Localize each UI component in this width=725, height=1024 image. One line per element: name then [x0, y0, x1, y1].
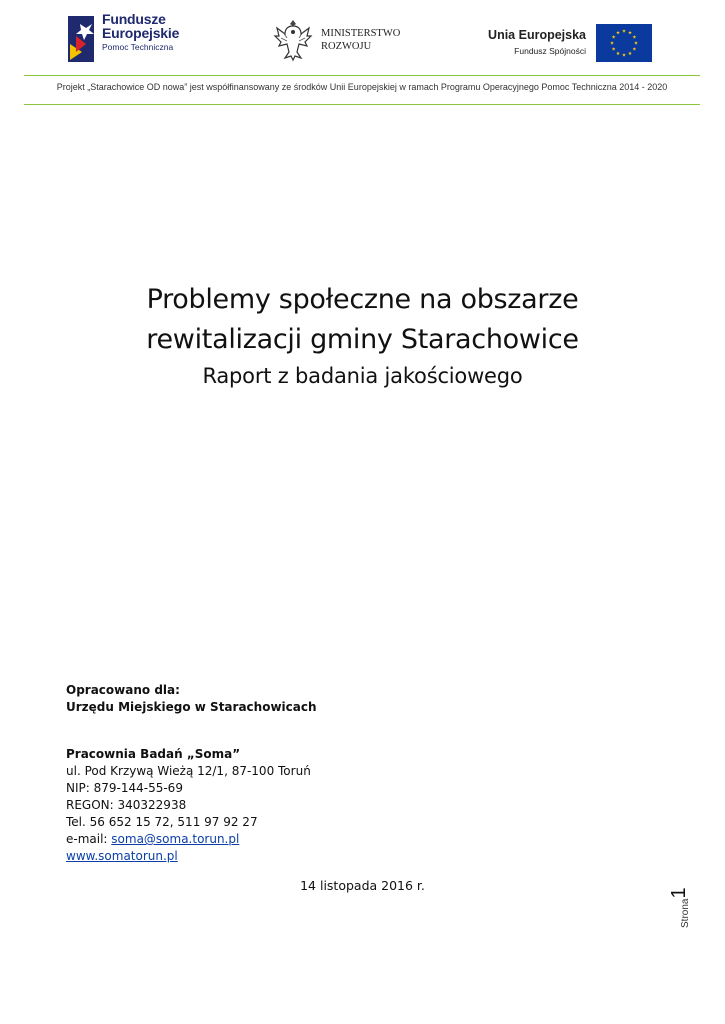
title-block [60, 280, 665, 390]
title-line1: Problemy społeczne na obszarze [146, 284, 579, 315]
page-number-value: 1 [668, 887, 690, 899]
fe-logo-line3: Pomoc Techniczna [102, 42, 174, 52]
ministerstwo-rozwoju-logo [273, 16, 423, 64]
contractor-address: ul. Pod Krzywą Wieżą 12/1, 87-100 Toruń [66, 764, 311, 778]
page-number [668, 872, 698, 928]
fe-logo-line2: Europejskie [102, 25, 180, 41]
fe-logo-text [102, 12, 179, 52]
title-line2: rewitalizacji gminy Starachowice [146, 324, 579, 355]
contractor-phone: Tel. 56 652 15 72, 511 97 92 27 [66, 815, 258, 829]
contractor-website-row [66, 848, 311, 865]
prepared-for-block [66, 682, 317, 716]
prepared-for-label: Opracowano dla: [66, 683, 180, 697]
ministry-line2: ROZWOJU [321, 40, 372, 52]
email-label: e-mail: [66, 832, 112, 846]
website-link[interactable]: www.somatorun.pl [66, 849, 178, 863]
page-label: Strona [680, 898, 691, 928]
fundusze-europejskie-logo [66, 12, 196, 64]
header-bottom-rule [24, 104, 700, 105]
ministry-line1: MINISTERSTWO [321, 28, 401, 39]
project-cofinancing-line: Projekt „Starachowice OD nowa” jest współfinansowany ze środków Unii Europejskiej w ramach Programu Operacyjnego Pomoc Techniczna 2014 - 2020 [56, 82, 668, 92]
contractor-nip: NIP: 879-144-55-69 [66, 781, 183, 795]
prepared-for-recipient: Urzędu Miejskiego w Starachowicach [66, 700, 317, 714]
header-top-rule [24, 75, 700, 76]
fe-logo-line1: Fundusze [102, 11, 166, 27]
eu-logo-line2: Fundusz Spójności [514, 46, 586, 56]
document-date: 14 listopada 2016 r. [300, 878, 425, 893]
eagle-emblem-icon [273, 16, 313, 62]
eu-flag-icon [596, 24, 652, 62]
fe-emblem-icon [66, 14, 96, 64]
report-subtitle: Raport z badania jakościowego [202, 364, 523, 388]
contractor-block [66, 746, 311, 865]
contractor-ids [66, 780, 311, 814]
contractor-name: Pracownia Badań „Soma” [66, 747, 241, 761]
eu-logo-line1: Unia Europejska [488, 28, 586, 42]
email-link[interactable]: soma@soma.torun.pl [111, 832, 240, 846]
ministry-logo-text [321, 28, 400, 53]
unia-europejska-logo [486, 24, 656, 64]
contractor-regon: REGON: 340322938 [66, 798, 187, 812]
contractor-email-row [66, 831, 311, 848]
